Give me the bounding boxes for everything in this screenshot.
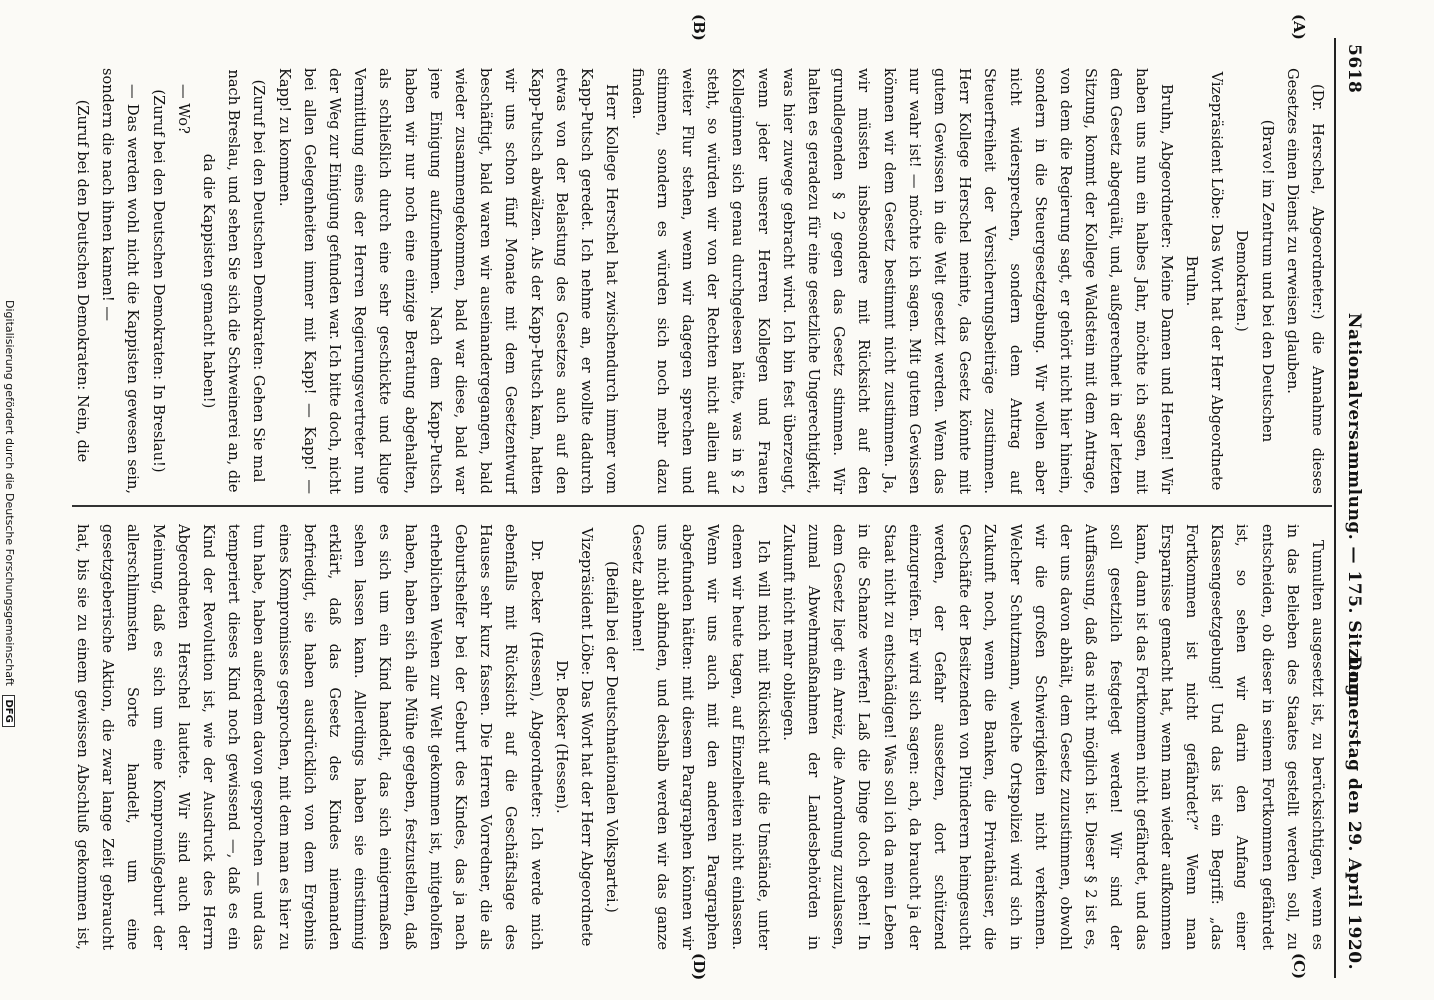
- margin-mark-a: (A): [1290, 14, 1308, 40]
- right-column: [74, 524, 1330, 950]
- paragraph: Bruhn, Abgeordneter: Meine Damen und Herren! Wir haben uns nun ein halbes Jahr, möchte ich sagen, mit dem Gesetz abgequält, und, außgerechnet in der letzten Sitzung, kommt der Kollege Waldstein mit dem Antrage, von dem die Regierung sagt, er gehört nicht hier hinein, sondern in die Steuergesetzgebung. Wir wollen aber nicht widersprechen, sondern dem Antrag auf Steuerfreiheit der Versicherungsbeiträge zustimmen. Herr Kollege Herschel meinte, das Gesetz könnte mit gutem Gewissen in die Welt gesetzt werden. Wenn das nur wahr ist! — möchte ich sagen. Mit gutem Gewissen können wir dem Gesetz bestimmt nicht zustimmen. Ja, wir müssten insbesondere mit Rücksicht auf den grundlegenden § 2 gegen das Gesetz stimmen. Wir halten es geradezu für eine gesetzliche Ungerechtigkeit, was hier zuwege gebracht wird. Ich bin fest überzeugt, wenn jeder unserer Herren Kollegen und Frauen Kolleginnen sich genau durchgelesen hätte, was in § 2 steht, so würden wir von der Rechten nicht allein auf weiter Flur stehen, wenn wir dagegen sprechen und stimmen, sondern es würden sich noch mehr dazu finden.: [628, 68, 1175, 494]
- paragraph: (Dr. Herschel, Abgeordneter:) die Annahme dieses Gesetzes einen Dienst zu erweisen glauben.: [1283, 68, 1326, 494]
- speaker-announcement: Vizepräsident Löbe: Das Wort hat der Herr Abgeordnete Bruhn.: [1182, 71, 1226, 491]
- interjection: (Bravo! im Zentrum und bei den Deutschen Demokraten.): [1233, 119, 1276, 443]
- page-header: [1334, 38, 1368, 978]
- paragraph: — Wo?: [174, 84, 192, 134]
- interjection: (Zuruf bei den Deutschen Demokraten: Gehen Sie mal nach Breslau, und sehen Sie sich die Schweinerei an, die da die Kappisten gemacht haben!): [200, 69, 268, 493]
- margin-mark-b: (B): [690, 14, 708, 41]
- rotated-page-content: [68, 14, 1368, 981]
- interjection: (Zuruf bei den Deutschen Demokraten: Nein, die: [74, 99, 92, 463]
- column-divider: [72, 505, 1332, 507]
- header-date: Donnerstag den 29. April 1920.: [1344, 655, 1364, 970]
- paragraph: Herr Kollege Herschel hat zwischendurch immer vom Kapp-Putsch geredet. Ich nehme an, er wollte dadurch etwas von der Belastung des Gesetzes auch auf den Kapp-Putsch abwälzen. Als der Kapp-Putsch kam, hatten wir uns schon fünf Monate mit dem Gesetzentwurf beschäftigt, bald waren wir auseinandergegangen, bald wieder zusammengekommen, bald war diese, bald war jene Einigung aufzunehmen. Nach dem Kapp-Putsch haben wir nur noch eine einzige Beratung abgehalten, als schließlich durch eine sehr geschickte und kluge Vermittlung eines der Herren Regierungsvertreter nun der Weg zur Einigung gefunden war. Ich bitte doch, nicht bei allen Gelegenheiten immer mit Kapp! — Kapp! — Kapp! zu kommen.: [275, 68, 621, 494]
- credit-text: Digitalisierung gefördert durch die Deutsche Forschungsgemeinschaft: [3, 300, 16, 686]
- paragraph: Ich will mich mit Rücksicht auf die Umstände, unter denen wir heute tagen, auf Einzelheiten nicht einlassen. Wenn wir uns auch mit den anderen Paragraphen abgefunden hätten: mit diesem Paragraphen können wir uns nicht abfinden, und deshalb werden wir das ganze Gesetz ablehnen!: [628, 524, 772, 950]
- header-title: Nationalversammlung. — 175. Sitzung.: [1344, 312, 1364, 704]
- interjection: (Zuruf bei den Deutschen Demokraten: In Breslau!): [149, 89, 167, 473]
- margin-mark-c: (C): [1290, 953, 1308, 980]
- interjection: (Beifall bei der Deutschnationalen Volkspartei.): [603, 561, 621, 913]
- paragraph: Tumulten ausgesetzt ist, zu berücksichtigen, wenn es in das Belieben des Staates gestellt werden soll, zu entscheiden, ob dieser in seinem Fortkommen gefährdet ist, so sehen wir darin den Anfang einer Klassengesetzgebung! Und das ist ein Begriff: „das Fortkommen ist nicht gefährdet?“ Wenn man Ersparnisse gemacht hat, wenn man wieder aufkommen kann, dann ist das Fortkommen nicht gefährdet, und das soll gesetzlich festgelegt werden! Wir sind der Auffassung, daß das nicht möglich ist. Dieser § 2 ist es, der uns davon abhält, dem Gesetz zuzustimmen, obwohl wir die großen Schwierigkeiten nicht verkennen. Welcher Schutzmann, welche Ortspolizei wird sich in Zukunft noch, wenn die Banken, die Privathäuser, die Geschäfte der Besitzenden von Plünderern heimgesucht werden, der Gefahr aussetzen, dort schützend einzugreifen. Er wird sich sagen: ach, da braucht ja der Staat nicht zu entschädigen! Was soll ich da mein Leben in die Schanze werfen! Laß die Dinge doch gehen! In dem Gesetz liegt ein Anreiz, die Anordnung zuzulassen, zumal Abwehrmaßnahmen der Landesbehörden in Zukunft nicht mehr obliegen.: [779, 524, 1326, 950]
- paragraph: Dr. Becker (Hessen), Abgeordneter: Ich werde mich ebenfalls mit Rücksicht auf die Geschäftslage des Hauses sehr kurz fassen. Die Herren Vorredner, die als Geburtshelfer bei der Geburt des Kindes, das ja nach erheblichen Wehen zur Welt gekommen ist, mitgeholfen haben, haben sich alle Mühe gegeben, festzustellen, daß es sich um ein Kind handelt, das sich einigermaßen sehen lassen kann. Allerdings haben sie einstimmig erklärt, daß das Gesetz des Kindes niemanden befriedigt, sie haben ausdrücklich von dem Ergebnis eines Kompromisses gesprochen, mit dem man es hier zu tun habe, haben außerdem davon gesprochen — und das temperiert dieses Kind noch gewissend —, daß es ein Kind der Revolution ist, wie der Ausdruck des Herrn Abgeordneten Herschel lautete. Wir sind auch der Meinung, daß es sich um eine Kompromißgeburt der allerschlimmsten Sorte handelt, um eine gesetzgeberische Aktion, die zwar lange Zeit gebraucht hat, bis sie zu einem gewissen Abschluß gekommen ist,: [74, 524, 545, 950]
- margin-mark-d: (D): [690, 953, 708, 981]
- page-number: 5618: [1344, 44, 1364, 94]
- speaker-announcement: Vizepräsident Löbe: Das Wort hat der Herr Abgeordnete Dr. Becker (Hessen).: [552, 527, 596, 947]
- left-column: [74, 68, 1330, 494]
- dfg-logo: DFG: [2, 695, 15, 726]
- paragraph: — Das werden wohl nicht die Kappisten gewesen sein, sondern die nach ihnen kamen! —: [99, 68, 142, 494]
